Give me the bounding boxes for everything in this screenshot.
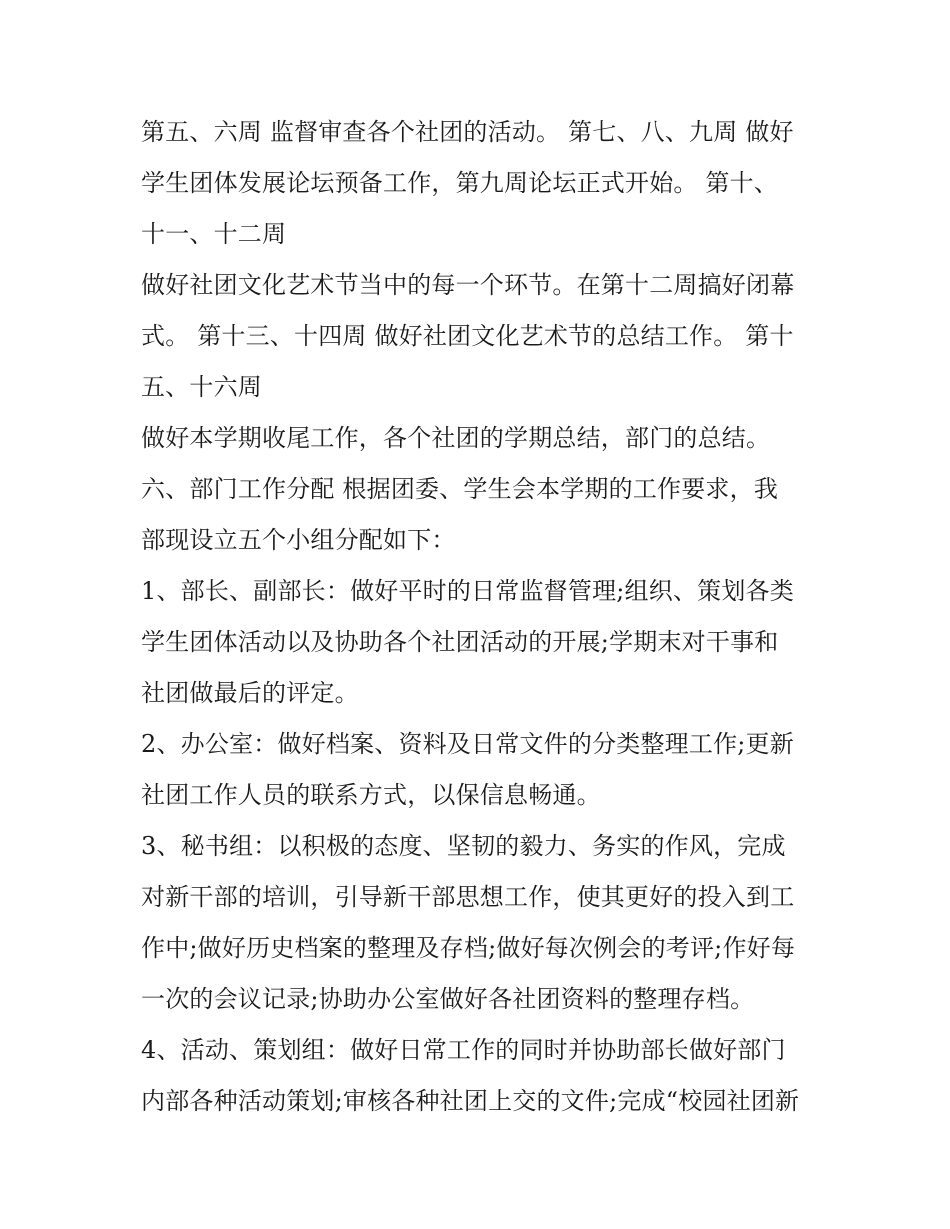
- text-line: 3、秘书组：以积极的态度、坚韧的毅力、务实的作风，完成: [141, 832, 786, 860]
- text-line: 做好社团文化艺术节当中的每一个环节。在第十二周搞好闭幕: [141, 271, 795, 299]
- text-line: 社团工作人员的联系方式，以保信息畅通。: [141, 781, 601, 809]
- text-line: 十一、十二周: [141, 220, 287, 248]
- text-line: 五、十六周: [141, 373, 262, 401]
- text-line: 社团做最后的评定。: [141, 679, 359, 707]
- text-line: 第五、六周 监督审查各个社团的活动。 第七、八、九周 做好: [141, 118, 794, 146]
- text-line: 做好本学期收尾工作，各个社团的学期总结，部门的总结。: [141, 424, 771, 452]
- text-line: 学生团体活动以及协助各个社团活动的开展;学期末对干事和: [141, 628, 779, 656]
- text-line: 学生团体发展论坛预备工作，第九周论坛正式开始。 第十、: [141, 169, 779, 197]
- text-line: 对新干部的培训，引导新干部思想工作，使其更好的投入到工: [141, 883, 795, 911]
- text-line: 部现设立五个小组分配如下：: [141, 526, 456, 554]
- text-line: 六、部门工作分配 根据团委、学生会本学期的工作要求，我: [141, 475, 779, 503]
- text-line: 4、活动、策划组：做好日常工作的同时并协助部长做好部门: [141, 1036, 786, 1064]
- text-line: 2、办公室：做好档案、资料及日常文件的分类整理工作;更新: [141, 730, 794, 758]
- text-line: 式。 第十三、十四周 做好社团文化艺术节的总结工作。 第十: [141, 322, 794, 350]
- text-line: 一次的会议记录;协助办公室做好各社团资料的整理存档。: [141, 985, 755, 1013]
- text-line: 作中;做好历史档案的整理及存档;做好每次例会的考评;作好每: [141, 934, 796, 962]
- document-body: [141, 107, 831, 1127]
- text-line: 内部各种活动策划;审核各种社团上交的文件;完成“校园社团新: [141, 1087, 800, 1115]
- text-line: 1、部长、副部长：做好平时的日常监督管理;组织、策划各类: [141, 577, 794, 605]
